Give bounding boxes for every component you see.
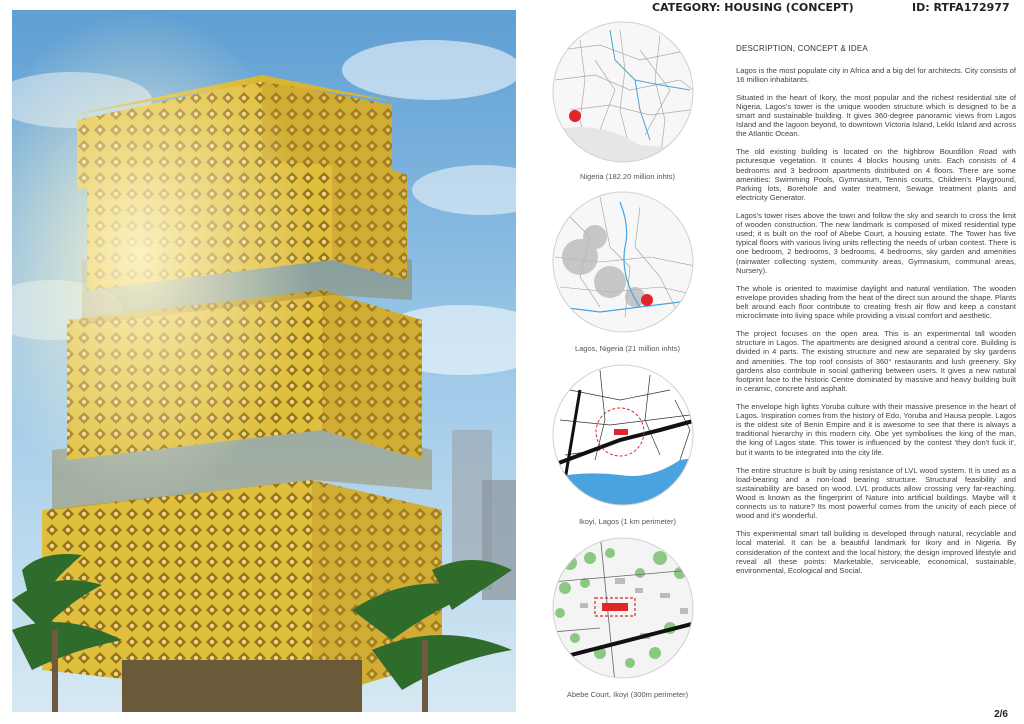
description-paragraph: The old existing building is located on the highbrow Bourdillon Road with picturesque vegetation. It counts 4 blocks housing units. Each consists of 4 bedrooms and 3 bedroom apartments distributed on 4 floors. There are some amenities: Swimming Pools, Gymnasium, Tennis courts, Children's Playground, Parking lots, Borehole and water treatment, Sewage treatment plants and electricity Generator. xyxy=(736,147,1016,202)
location-maps xyxy=(540,20,715,720)
map-ikoyi xyxy=(540,360,715,510)
description-paragraph: Situated in the heart of Ikory, the most popular and the richest residential site of Nigeria, Lagos's tower is the unique wooden structure which is designed to be a smart and sustainable building. It gives 360-degree panoramic views from Lagos Island and the lagoon beyond, to downtown Victoria Island, Lekki Island and across the Atlantic Ocean. xyxy=(736,92,1016,139)
description-paragraph: The project focuses on the open area. This is an experimental tall wooden structure in Lagos. The apartments are designed around a central core. Building is divided in 4 parts. The existing structure and new are separated by sky gardens and amenities. The top roof consists of 360° restaurants and lush greenery. Sky gardens also contribute in social gathering between users. It gives a new natural footprint face to the historic Centre dominated by massive and heavy building built in ceramic, concrete and asphalt. xyxy=(736,329,1016,393)
entry-id: ID: RTFA172977 xyxy=(912,1,1010,14)
description-heading: DESCRIPTION, CONCEPT & IDEA xyxy=(736,44,868,53)
description-paragraph: The entire structure is built by using resistance of LVL wood system. It is used as a load-bearing and a non-load bearing structure. Structural feasibility and sustainability are based on wood. LVL products allow crossing very far-reaching. Wood is known as the fingerprint of Nature into artificial buildings. Maybe will it connects us to nature? Its most powerful comes from the unicity of each piece of wood and it's wonderful. xyxy=(736,465,1016,521)
tower-rendering xyxy=(12,10,516,712)
map-abebe-court xyxy=(540,533,715,683)
map-caption-nigeria: Nigeria (182.20 million inhts) xyxy=(579,172,676,181)
page-header xyxy=(620,0,1024,16)
tower-rendering-image xyxy=(12,10,516,712)
map-caption-abebe-court: Abebe Court, Ikoyi (300m perimeter) xyxy=(566,690,689,699)
map-lagos xyxy=(540,187,715,337)
description-paragraph: Lagos's tower rises above the town and follow the sky and search to cross the limit of wooden construction. The new landmark is composed of mixed residential type used; it is built on the roof of Abebe Court, a housing estate. The Tower has five typical floors with various living units reflecting the needs of urban contest. There is one bedroom, 2 bedrooms, 3 bedrooms, 4 bedrooms, sky garden and amenities (rainwater collecting system, community areas, Gymnasium, communal areas, Nursery). xyxy=(736,211,1016,275)
description-paragraph: The envelope high lights Yoruba culture with their massive presence in the heart of Lagos. Inspiration comes from the history of Edo, Yoruba and Hausa people. Lagos is the oldest site of Benin Empire and it is awesome to see that there is always a traditional hierarchy in this modern city. Obe yet symbolises the king of the man, the king of Lagos state. This tower is influenced by the contest 'they don't fuck it', but it wants to be integrated into the city life. xyxy=(736,401,1016,457)
category-label: CATEGORY: HOUSING (CONCEPT) xyxy=(652,1,854,14)
description-paragraph: Lagos is the most populate city in Africa and a big del for architects. City consists of 16 million inhabitants. xyxy=(736,65,1016,84)
description-paragraph: This experimental smart tall building is developed through natural, recyclable and local material. It can be a beautiful landmark for Ikory and in Nigeria. By consideration of the context and the local history, the design improved lifestyle and reveal all these points: Marketable, serviceable, economical, sustainable, environmental, Ecological and Social. xyxy=(736,529,1016,575)
map-caption-lagos: Lagos, Nigeria (21 million inhts) xyxy=(574,344,681,353)
description-paragraph: The whole is oriented to maximise daylight and natural ventilation. The wooden envelope provides shading from the heat of the direct sun around the shape. Plants belt around each floor contribute to creating fresh air flow and keep a constant microclimate into living space while providing a visual comfort and aesthetic. xyxy=(736,283,1016,321)
map-caption-ikoyi: Ikoyi, Lagos (1 km perimeter) xyxy=(578,517,677,526)
map-nigeria xyxy=(540,20,715,170)
description-column xyxy=(736,44,1016,584)
page-number: 2/6 xyxy=(994,709,1008,720)
